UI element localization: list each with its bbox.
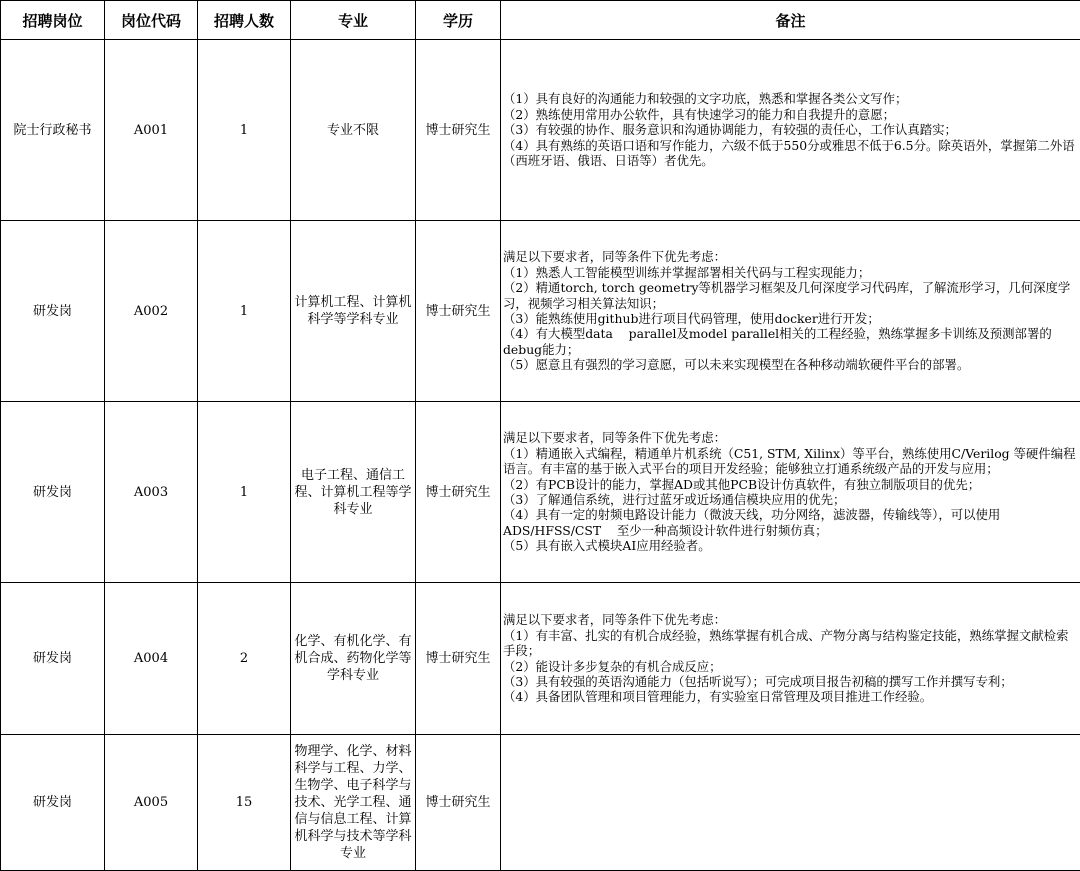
table-row [1,402,1080,583]
notes-cell [501,402,1080,583]
table-row [1,221,1080,402]
header-count: 招聘人数 [198,1,291,40]
education-cell: 博士研究生 [416,735,501,871]
code-cell: A003 [105,402,198,583]
education-cell: 博士研究生 [416,402,501,583]
note-line: （1）有丰富、扎实的有机合成经验，熟练掌握有机合成、产物分离与结构鉴定技能，熟练掌握文献检索手段； [503,628,1078,659]
header-notes: 备注 [501,1,1080,40]
count-cell: 1 [198,221,291,402]
note-line: （3）了解通信系统，进行过蓝牙或近场通信模块应用的优先； [503,492,1078,507]
header-position: 招聘岗位 [1,1,105,40]
count-cell: 1 [198,40,291,221]
code-cell: A005 [105,735,198,871]
note-line: （1）熟悉人工智能模型训练并掌握部署相关代码与工程实现能力； [503,265,1078,280]
note-line: （2）能设计多步复杂的有机合成反应； [503,659,1078,674]
position-cell: 研发岗 [1,402,105,583]
code-cell: A004 [105,583,198,735]
note-line: （1）具有良好的沟通能力和较强的文字功底，熟悉和掌握各类公文写作； [503,91,1078,106]
note-line: （1）精通嵌入式编程，精通单片机系统（C51, STM, Xilinx）等平台，熟练使用C/Verilog 等硬件编程语言。有丰富的基于嵌入式平台的项目开发经验；能够独立打通系统级产品的开发与应用； [503,446,1078,477]
position-cell: 研发岗 [1,583,105,735]
header-code: 岗位代码 [105,1,198,40]
note-line: （2）熟练使用常用办公软件，具有快速学习的能力和自我提升的意愿； [503,107,1078,122]
note-line: （4）具备团队管理和项目管理能力，有实验室日常管理及项目推进工作经验。 [503,689,1078,704]
note-line: （4）具有熟练的英语口语和写作能力，六级不低于550分或雅思不低于6.5分。除英语外，掌握第二外语（西班牙语、俄语、日语等）者优先。 [503,138,1078,169]
code-cell: A001 [105,40,198,221]
note-line: 满足以下要求者，同等条件下优先考虑： [503,612,1078,627]
note-line: （4）具有一定的射频电路设计能力（微波天线，功分网络，滤波器，传输线等），可以使用ADS/HFSS/CST 至少一种高频设计软件进行射频仿真； [503,507,1078,538]
count-cell: 15 [198,735,291,871]
header-major: 专业 [291,1,416,40]
note-line: （5）具有嵌入式模块AI应用经验者。 [503,538,1078,553]
major-cell: 化学、有机化学、有机合成、药物化学等学科专业 [291,583,416,735]
note-line: 满足以下要求者，同等条件下优先考虑： [503,249,1078,264]
note-line: 满足以下要求者，同等条件下优先考虑： [503,430,1078,445]
education-cell: 博士研究生 [416,583,501,735]
code-cell: A002 [105,221,198,402]
education-cell: 博士研究生 [416,40,501,221]
header-row [1,1,1080,40]
count-cell: 2 [198,583,291,735]
note-line: （2）精通torch, torch geometry等机器学习框架及几何深度学习代码库，了解流形学习，几何深度学习，视频学习相关算法知识； [503,280,1078,311]
position-cell: 院士行政秘书 [1,40,105,221]
notes-cell [501,583,1080,735]
table-row [1,40,1080,221]
table-row [1,735,1080,871]
note-line: （2）有PCB设计的能力，掌握AD或其他PCB设计仿真软件，有独立制版项目的优先； [503,477,1078,492]
note-line: （3）具有较强的英语沟通能力（包括听说写）；可完成项目报告初稿的撰写工作并撰写专利； [503,674,1078,689]
major-cell: 专业不限 [291,40,416,221]
notes-cell [501,735,1080,871]
position-cell: 研发岗 [1,221,105,402]
position-cell: 研发岗 [1,735,105,871]
major-cell: 电子工程、通信工程、计算机工程等学科专业 [291,402,416,583]
note-line: （3）有较强的协作、服务意识和沟通协调能力，有较强的责任心，工作认真踏实； [503,122,1078,137]
note-line: （3）能熟练使用github进行项目代码管理，使用docker进行开发； [503,311,1078,326]
notes-cell [501,40,1080,221]
major-cell: 物理学、化学、材料科学与工程、力学、生物学、电子科学与技术、光学工程、通信与信息工程、计算机科学与技术等学科专业 [291,735,416,871]
count-cell: 1 [198,402,291,583]
education-cell: 博士研究生 [416,221,501,402]
major-cell: 计算机工程、计算机科学等学科专业 [291,221,416,402]
header-education: 学历 [416,1,501,40]
notes-cell [501,221,1080,402]
note-line: （4）有大模型data parallel及model parallel相关的工程经验，熟练掌握多卡训练及预测部署的debug能力； [503,326,1078,357]
table-row [1,583,1080,735]
note-line: （5）愿意且有强烈的学习意愿，可以未来实现模型在各种移动端软硬件平台的部署。 [503,357,1078,372]
